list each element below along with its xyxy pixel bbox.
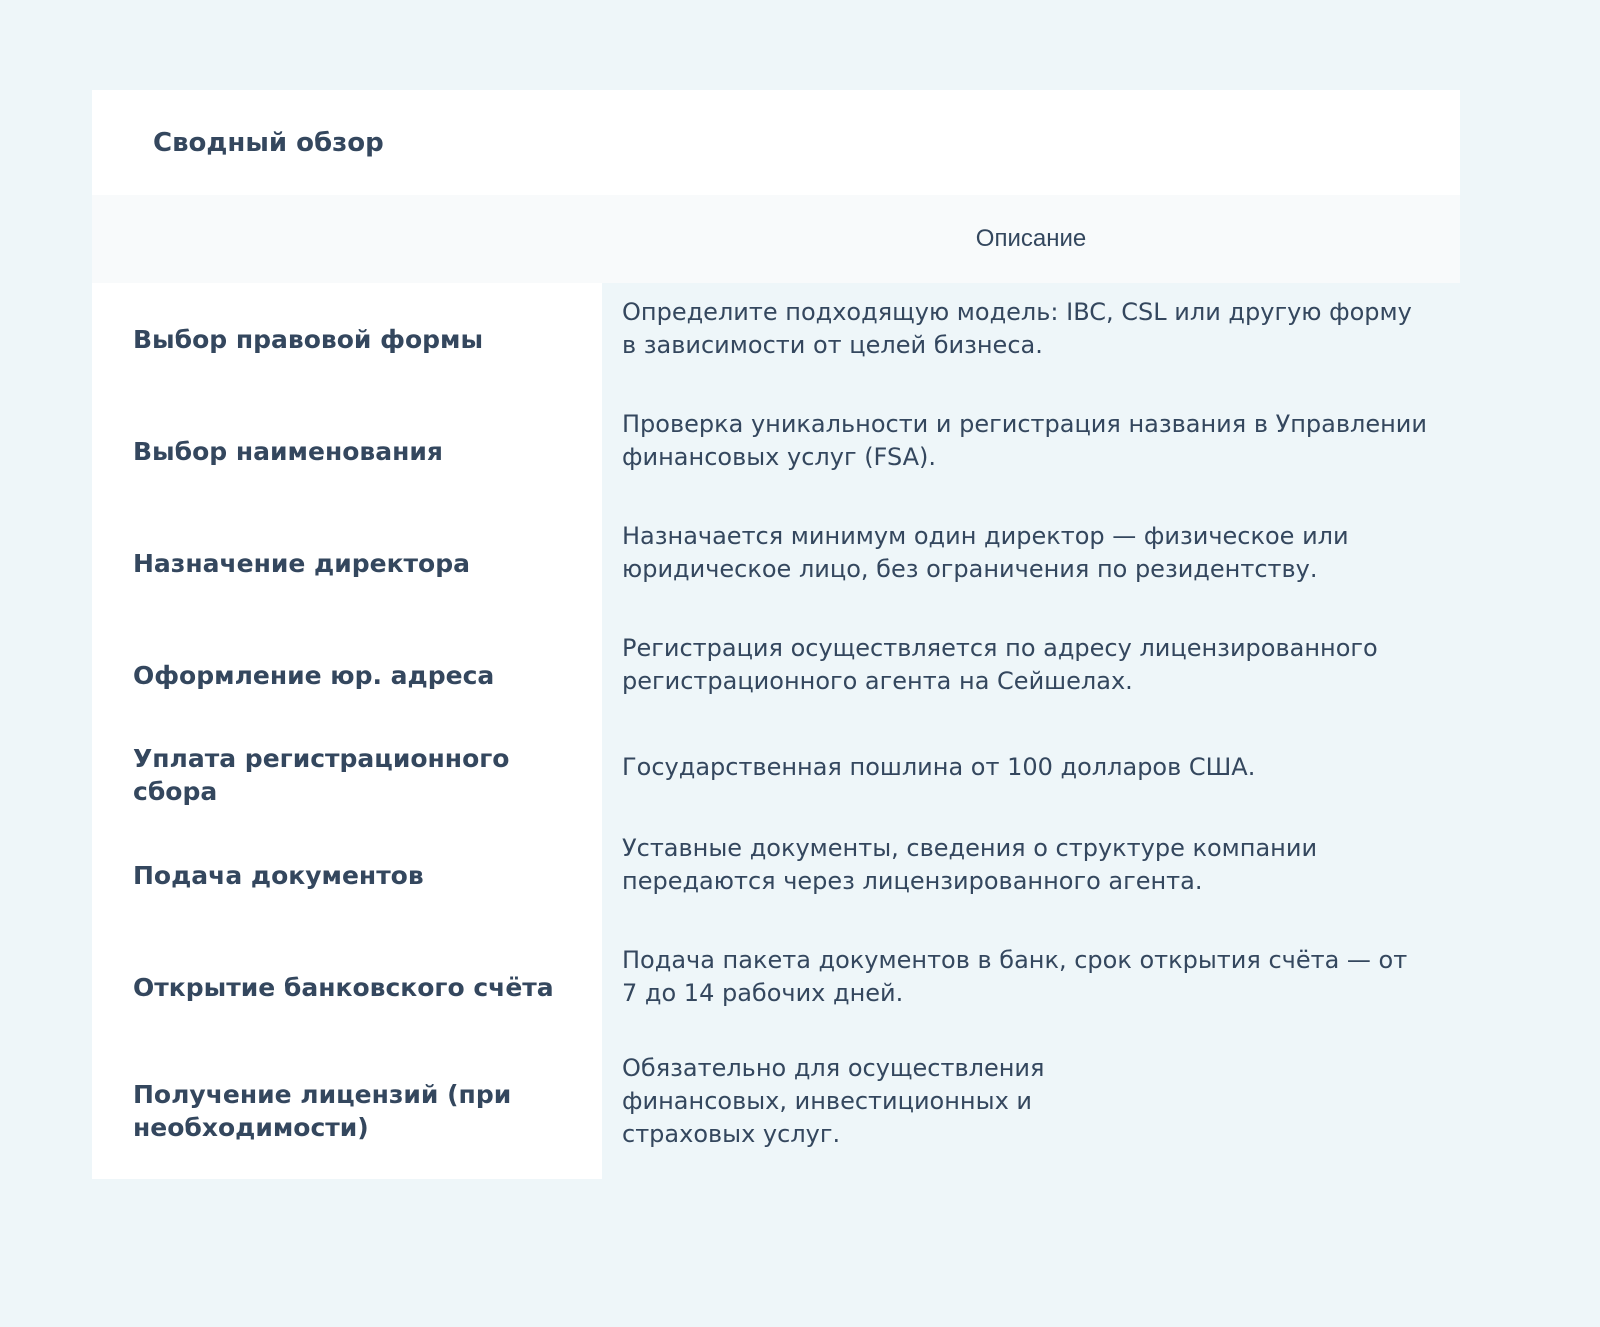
row-description: Определите подходящую модель: IBC, CSL или другую форму в зависимости от целей бизнеса. [622, 298, 1412, 359]
table-row [92, 731, 1460, 819]
row-label: Назначение директора [92, 507, 602, 619]
row-description: Регистрация осуществляется по адресу лицензированного регистрационного агента на Сейшелах. [622, 634, 1378, 695]
card-title: Сводный обзор [153, 127, 384, 158]
table-row [92, 395, 1460, 507]
table-header [92, 195, 1460, 283]
table-row [92, 283, 1460, 395]
table-body [92, 283, 1460, 1179]
row-label: Получение лицензий (при необходимости) [92, 1043, 602, 1179]
card-header [92, 90, 1460, 195]
table-row [92, 819, 1460, 931]
table-header-empty-cell [92, 195, 602, 283]
table-row [92, 931, 1460, 1043]
column-header-description: Описание [975, 225, 1087, 252]
row-description: Назначается минимум один директор — физическое или юридическое лицо, без ограничения по резидентству. [622, 522, 1349, 583]
row-label: Открытие банковского счёта [92, 931, 602, 1043]
row-description: Подача пакета документов в банк, срок открытия счёта — от 7 до 14 рабочих дней. [622, 946, 1408, 1007]
summary-card [92, 90, 1460, 1179]
row-label: Выбор наименования [92, 395, 602, 507]
row-description-text: Обязательно для осуществления финансовых, инвестиционных и страховых услуг. [622, 1054, 1045, 1148]
row-label: Оформление юр. адреса [92, 619, 602, 731]
row-description: Уставные документы, сведения о структуре компании передаются через лицензированного агента. [622, 834, 1318, 895]
row-description: Проверка уникальности и регистрация названия в Управлении финансовых услуг (FSA). [622, 410, 1427, 471]
table-row [92, 619, 1460, 731]
table-row [92, 1043, 1460, 1179]
row-label: Выбор правовой формы [92, 283, 602, 395]
row-description: Государственная пошлина от 100 долларов США. [622, 753, 1256, 781]
row-description [602, 1043, 1460, 1179]
table-row [92, 507, 1460, 619]
row-label: Подача документов [92, 819, 602, 931]
row-label: Уплата регистрационного сбора [92, 731, 602, 819]
